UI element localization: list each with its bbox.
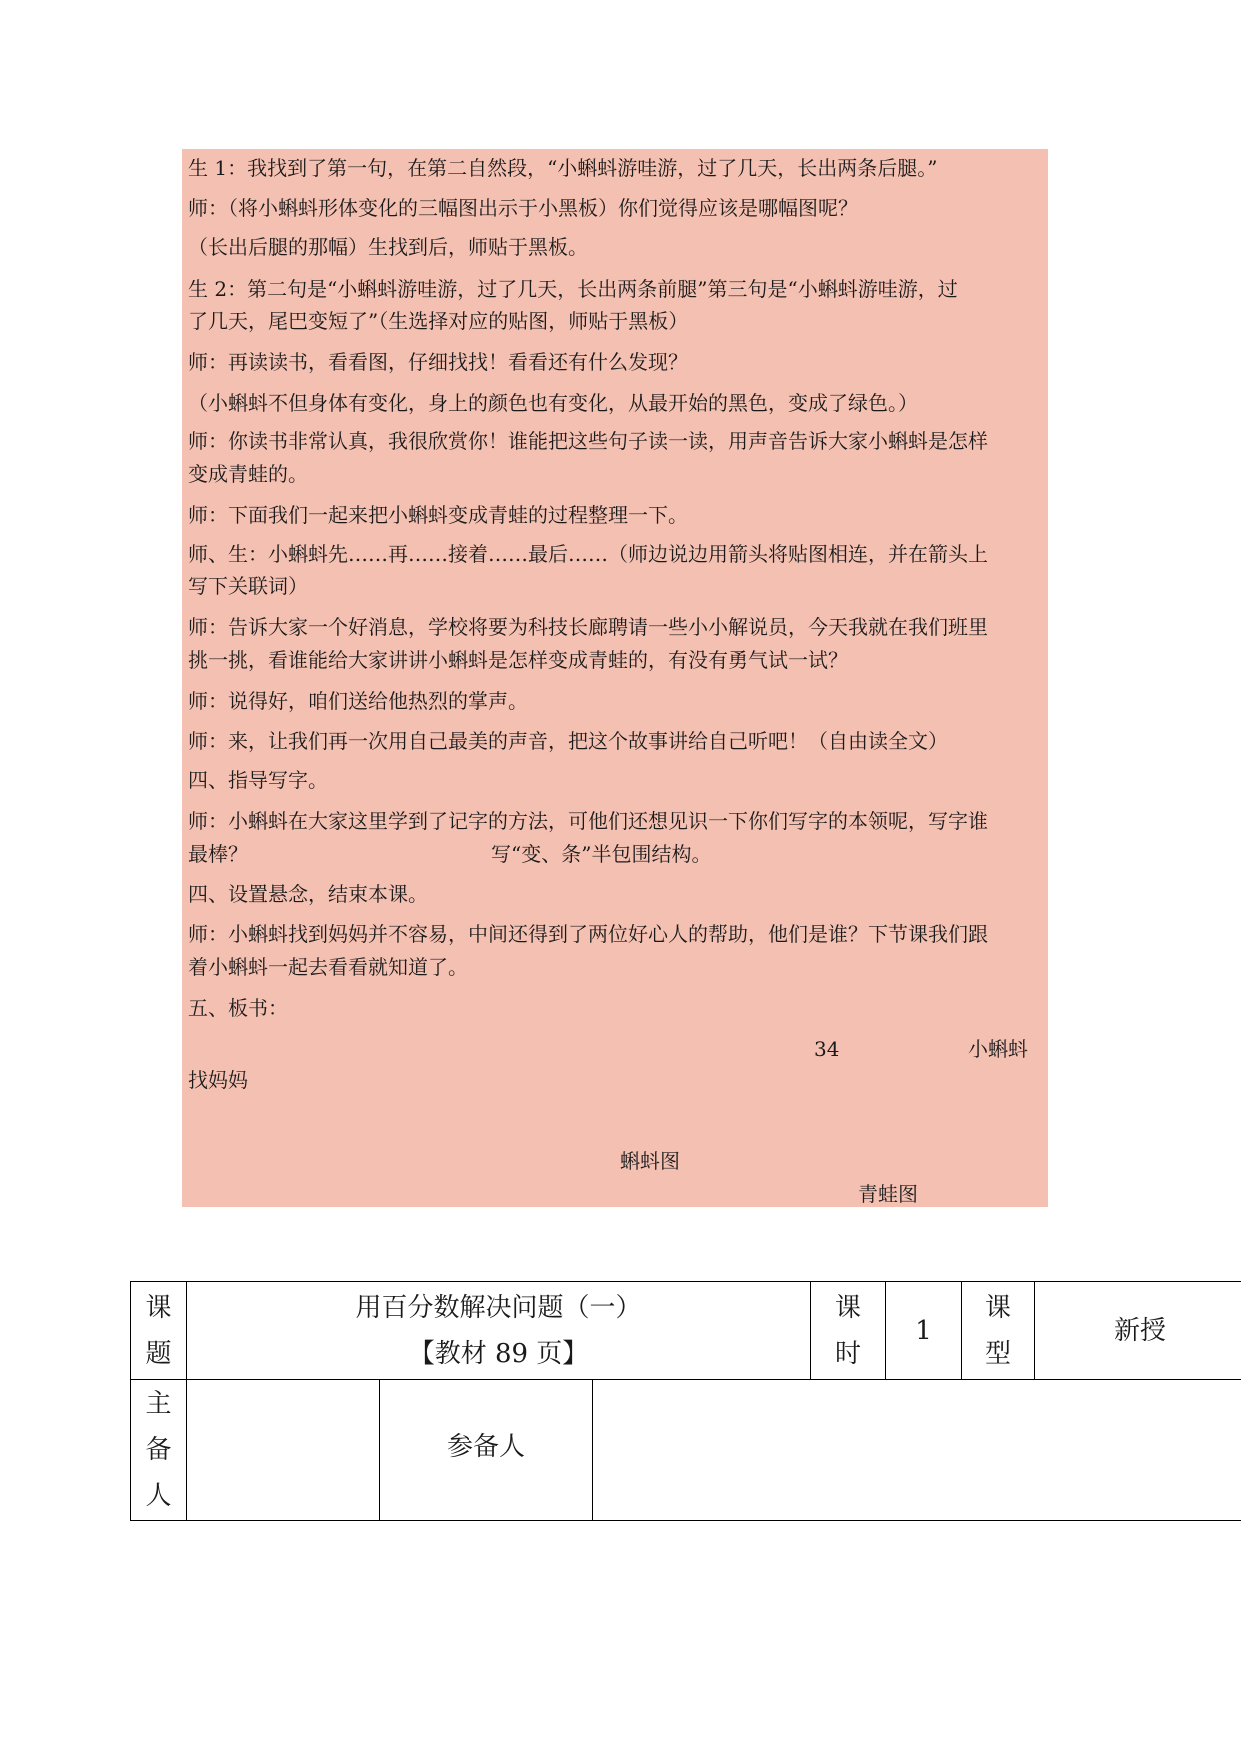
lesson-info-table: [130, 1281, 1166, 1521]
script-line: 师：小蝌蚪在大家这里学到了记字的方法，可他们还想见识一下你们写字的本领呢，写字谁: [188, 809, 988, 833]
frog-picture-label: 青蛙图: [858, 1182, 918, 1206]
script-line: 师：说得好，咱们送给他热烈的掌声。: [188, 689, 528, 713]
script-line: 写下关联词）: [188, 574, 308, 598]
topic-source: 【教材 89 页】: [408, 1338, 589, 1369]
write-note: 写“变、条”半包围结构。: [491, 842, 712, 866]
board-title-part1: 小蝌蚪: [968, 1037, 1028, 1061]
type-value: 新授: [1113, 1315, 1166, 1346]
lead-value-cell: [186, 1379, 380, 1521]
board-title-part2: 找妈妈: [188, 1068, 248, 1092]
type-value-cell: [1034, 1281, 1241, 1380]
script-line: （小蝌蚪不但身体有变化，身上的颜色也有变化，从最开始的黑色，变成了绿色。）: [188, 391, 918, 415]
co-value-cell: [592, 1379, 1241, 1521]
period-value-cell: [885, 1281, 962, 1380]
script-line: 四、设置悬念，结束本课。: [188, 882, 428, 906]
script-line: 最棒？: [188, 842, 248, 866]
script-line: 师：再读读书，看看图，仔细找找！看看还有什么发现？: [188, 350, 688, 374]
board-number: 34: [814, 1037, 840, 1061]
topic-label-cell: [130, 1281, 187, 1380]
period-label: 课时: [834, 1292, 861, 1369]
script-line: 了几天，尾巴变短了”（生选择对应的贴图，师贴于黑板）: [188, 309, 689, 333]
script-line: 师：下面我们一起来把小蝌蚪变成青蛙的过程整理一下。: [188, 503, 688, 527]
script-line: 着小蝌蚪一起去看看就知道了。: [188, 955, 468, 979]
script-line: （长出后腿的那幅）生找到后，师贴于黑板。: [188, 235, 588, 259]
period-label-cell: [810, 1281, 886, 1380]
script-line: 师：告诉大家一个好消息，学校将要为科技长廊聘请一些小小解说员，今天我就在我们班里: [188, 615, 988, 639]
topic-title: 用百分数解决问题（一）: [355, 1292, 642, 1323]
script-line: 四、指导写字。: [188, 768, 328, 792]
script-line: 师：来，让我们再一次用自己最美的声音，把这个故事讲给自己听吧！（自由读全文）: [188, 729, 948, 753]
script-line: 师：小蝌蚪找到妈妈并不容易，中间还得到了两位好心人的帮助，他们是谁？下节课我们跟: [188, 922, 988, 946]
script-line: 师：你读书非常认真，我很欣赏你！谁能把这些句子读一读，用声音告诉大家小蝌蚪是怎样: [188, 429, 988, 453]
lead-label: 主备人: [145, 1389, 172, 1511]
lead-label-cell: [130, 1379, 187, 1521]
script-line: 师：（将小蝌蚪形体变化的三幅图出示于小黑板）你们觉得应该是哪幅图呢？: [188, 196, 858, 220]
co-label: 参备人: [446, 1432, 525, 1462]
script-line: 变成青蛙的。: [188, 462, 308, 486]
script-line: 师、生：小蝌蚪先……再……接着……最后……（师边说边用箭头将贴图相连，并在箭头上: [188, 542, 988, 566]
script-line: 生 2：第二句是“小蝌蚪游哇游，过了几天，长出两条前腿”第三句是“小蝌蚪游哇游，过: [188, 277, 958, 301]
script-line: 挑一挑，看谁能给大家讲讲小蝌蚪是怎样变成青蛙的，有没有勇气试一试？: [188, 648, 848, 672]
script-line: 生 1：我找到了第一句，在第二自然段，“小蝌蚪游哇游，过了几天，长出两条后腿。”: [188, 156, 938, 180]
co-label-cell: [379, 1379, 593, 1521]
topic-title-cell: [186, 1281, 811, 1380]
tadpole-picture-label: 蝌蚪图: [620, 1149, 680, 1173]
period-value: 1: [915, 1315, 932, 1346]
type-label-cell: [961, 1281, 1035, 1380]
script-line: 五、板书：: [188, 996, 288, 1020]
type-label: 课型: [984, 1292, 1011, 1369]
topic-label: 课题: [145, 1292, 172, 1369]
